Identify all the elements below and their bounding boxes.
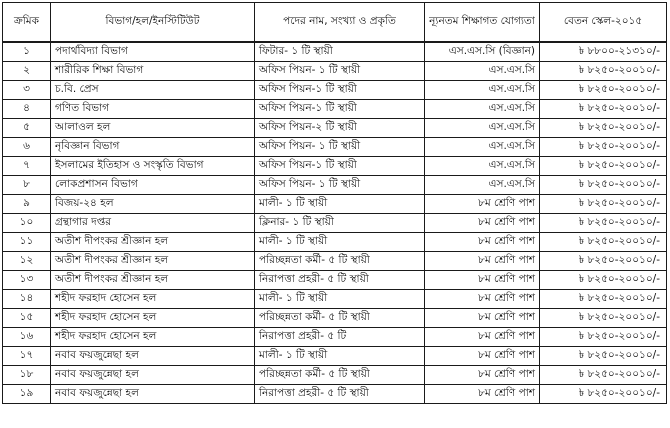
table-row: [3, 366, 667, 385]
table-row: [3, 271, 667, 290]
cell-department: গ্রন্থাগার দপ্তর: [51, 214, 255, 233]
cell-post: অফিস পিয়ন-২ টি স্থায়ী: [255, 119, 425, 138]
cell-post: মালী- ১ টি স্থায়ী: [255, 233, 425, 252]
header-qualification: ন্যূনতম শিক্ষাগত যোগ্যতা: [425, 3, 540, 43]
cell-serial: ১১: [3, 233, 51, 252]
cell-serial: ১৮: [3, 366, 51, 385]
cell-qualification: ৮ম শ্রেণি পাশ: [425, 328, 540, 347]
cell-department: নবাব ফয়জুন্নেছা হল: [51, 347, 255, 366]
table-row: [3, 309, 667, 328]
cell-department: শহীদ ফরহাদ হোসেন হল: [51, 328, 255, 347]
cell-department: অতীশ দীপংকর শ্রীজ্ঞান হল: [51, 233, 255, 252]
cell-serial: ৪: [3, 100, 51, 119]
cell-department: অতীশ দীপংকর শ্রীজ্ঞান হল: [51, 252, 255, 271]
cell-qualification: এস.এস.সি: [425, 157, 540, 176]
header-post: পদের নাম, সংখ্যা ও প্রকৃতি: [255, 3, 425, 43]
table-row: [3, 138, 667, 157]
cell-serial: ১০: [3, 214, 51, 233]
cell-pay-scale: ৳ ৮২৫০-২০০১০/-: [540, 62, 667, 81]
cell-qualification: ৮ম শ্রেণি পাশ: [425, 309, 540, 328]
cell-qualification: ৮ম শ্রেণি পাশ: [425, 252, 540, 271]
cell-pay-scale: ৳ ৮২৫০-২০০১০/-: [540, 176, 667, 195]
cell-pay-scale: ৳ ৮২৫০-২০০১০/-: [540, 81, 667, 100]
cell-post: পরিচ্ছন্নতা কর্মী- ৫ টি স্থায়ী: [255, 252, 425, 271]
cell-qualification: ৮ম শ্রেণি পাশ: [425, 195, 540, 214]
cell-serial: ১৯: [3, 385, 51, 404]
cell-qualification: এস.এস.সি: [425, 100, 540, 119]
cell-qualification: ৮ম শ্রেণি পাশ: [425, 290, 540, 309]
cell-serial: ১: [3, 42, 51, 62]
table-row: [3, 119, 667, 138]
header-pay-scale: বেতন স্কেল-২০১৫: [540, 3, 667, 43]
cell-department: বিজয়-২৪ হল: [51, 195, 255, 214]
table-row: [3, 233, 667, 252]
table-row: [3, 157, 667, 176]
cell-qualification: ৮ম শ্রেণি পাশ: [425, 385, 540, 404]
cell-department: গণিত বিভাগ: [51, 100, 255, 119]
cell-pay-scale: ৳ ৮২৫০-২০০১০/-: [540, 233, 667, 252]
cell-post: মালী- ১ টি স্থায়ী: [255, 290, 425, 309]
table-row: [3, 347, 667, 366]
cell-pay-scale: ৳ ৮২৫০-২০০১০/-: [540, 119, 667, 138]
cell-pay-scale: ৳ ৮৮০০-২১৩১০/-: [540, 42, 667, 62]
cell-department: শহীদ ফরহাদ হোসেন হল: [51, 309, 255, 328]
cell-serial: ৮: [3, 176, 51, 195]
table-row: [3, 290, 667, 309]
cell-pay-scale: ৳ ৮২৫০-২০০১০/-: [540, 290, 667, 309]
cell-department: নবাব ফয়জুন্নেছা হল: [51, 385, 255, 404]
cell-serial: ৫: [3, 119, 51, 138]
cell-post: ক্লিনার- ১ টি স্থায়ী: [255, 214, 425, 233]
cell-serial: ১৪: [3, 290, 51, 309]
cell-pay-scale: ৳ ৮২৫০-২০০১০/-: [540, 385, 667, 404]
cell-pay-scale: ৳ ৮২৫০-২০০১০/-: [540, 195, 667, 214]
cell-qualification: এস.এস.সি: [425, 119, 540, 138]
cell-qualification: এস.এস.সি: [425, 176, 540, 195]
cell-serial: ১২: [3, 252, 51, 271]
cell-post: অফিস পিয়ন-১ টি স্থায়ী: [255, 157, 425, 176]
cell-post: মালী- ১ টি স্থায়ী: [255, 347, 425, 366]
cell-department: নবাব ফয়জুন্নেছা হল: [51, 366, 255, 385]
cell-pay-scale: ৳ ৮২৫০-২০০১০/-: [540, 328, 667, 347]
recruitment-table: [2, 2, 667, 404]
table-row: [3, 385, 667, 404]
cell-pay-scale: ৳ ৮২৫০-২০০১০/-: [540, 214, 667, 233]
cell-qualification: এস.এস.সি: [425, 138, 540, 157]
cell-post: পরিচ্ছন্নতা কর্মী- ৫ টি স্থায়ী: [255, 309, 425, 328]
table-row: [3, 214, 667, 233]
cell-post: অফিস পিয়ন- ১ টি স্থায়ী: [255, 176, 425, 195]
cell-post: অফিস পিয়ন- ১ টি স্থায়ী: [255, 62, 425, 81]
cell-post: মালী- ১ টি স্থায়ী: [255, 195, 425, 214]
cell-department: লোকপ্রশাসন বিভাগ: [51, 176, 255, 195]
cell-post: নিরাপত্তা প্রহরী- ৫ টি স্থায়ী: [255, 271, 425, 290]
cell-pay-scale: ৳ ৮২৫০-২০০১০/-: [540, 309, 667, 328]
cell-department: পদার্থবিদ্যা বিভাগ: [51, 42, 255, 62]
cell-qualification: ৮ম শ্রেণি পাশ: [425, 271, 540, 290]
cell-serial: ৩: [3, 81, 51, 100]
cell-post: পরিচ্ছন্নতা কর্মী- ৫ টি স্থায়ী: [255, 366, 425, 385]
cell-qualification: ৮ম শ্রেণি পাশ: [425, 233, 540, 252]
table-row: [3, 100, 667, 119]
table-row: [3, 195, 667, 214]
cell-pay-scale: ৳ ৮২৫০-২০০১০/-: [540, 271, 667, 290]
cell-pay-scale: ৳ ৮২৫০-২০০১০/-: [540, 252, 667, 271]
table-row: [3, 62, 667, 81]
table-row: [3, 176, 667, 195]
cell-serial: ৭: [3, 157, 51, 176]
cell-serial: ৯: [3, 195, 51, 214]
cell-post: ফিটার- ১ টি স্থায়ী: [255, 42, 425, 62]
cell-post: অফিস পিয়ন-১ টি স্থায়ী: [255, 100, 425, 119]
cell-pay-scale: ৳ ৮২৫০-২০০১০/-: [540, 366, 667, 385]
cell-qualification: ৮ম শ্রেণি পাশ: [425, 366, 540, 385]
cell-department: ইসলামের ইতিহাস ও সংস্কৃতি বিভাগ: [51, 157, 255, 176]
cell-pay-scale: ৳ ৮২৫০-২০০১০/-: [540, 138, 667, 157]
cell-serial: ১৩: [3, 271, 51, 290]
cell-qualification: এস.এস.সি: [425, 62, 540, 81]
cell-department: আলাওল হল: [51, 119, 255, 138]
header-row: [3, 3, 667, 43]
cell-department: শারীরিক শিক্ষা বিভাগ: [51, 62, 255, 81]
table-row: [3, 42, 667, 62]
cell-pay-scale: ৳ ৮২৫০-২০০১০/-: [540, 157, 667, 176]
cell-department: শহীদ ফরহাদ হোসেন হল: [51, 290, 255, 309]
cell-qualification: ৮ম শ্রেণি পাশ: [425, 347, 540, 366]
cell-serial: ৬: [3, 138, 51, 157]
cell-post: নিরাপত্তা প্রহরী- ৫ টি স্থায়ী: [255, 385, 425, 404]
recruitment-table-sheet: [2, 2, 666, 404]
cell-department: অতীশ দীপংকর শ্রীজ্ঞান হল: [51, 271, 255, 290]
header-department: বিভাগ/হল/ইনস্টিটিউট: [51, 3, 255, 43]
cell-qualification: ৮ম শ্রেণি পাশ: [425, 214, 540, 233]
cell-qualification: এস.এস.সি: [425, 81, 540, 100]
table-row: [3, 252, 667, 271]
cell-post: নিরাপত্তা প্রহরী- ৫ টি: [255, 328, 425, 347]
cell-department: চ.বি. প্রেস: [51, 81, 255, 100]
cell-post: অফিস পিয়ন- ১ টি স্থায়ী: [255, 138, 425, 157]
cell-serial: ১৫: [3, 309, 51, 328]
cell-serial: ১৬: [3, 328, 51, 347]
header-serial: ক্রমিক: [3, 3, 51, 43]
cell-qualification: এস.এস.সি (বিজ্ঞান): [425, 42, 540, 62]
table-body: [3, 42, 667, 404]
cell-pay-scale: ৳ ৮২৫০-২০০১০/-: [540, 100, 667, 119]
cell-pay-scale: ৳ ৮২৫০-২০০১০/-: [540, 347, 667, 366]
table-header: [3, 3, 667, 43]
cell-department: নৃবিজ্ঞান বিভাগ: [51, 138, 255, 157]
table-row: [3, 328, 667, 347]
table-row: [3, 81, 667, 100]
cell-post: অফিস পিয়ন-১ টি স্থায়ী: [255, 81, 425, 100]
cell-serial: ১৭: [3, 347, 51, 366]
cell-serial: ২: [3, 62, 51, 81]
